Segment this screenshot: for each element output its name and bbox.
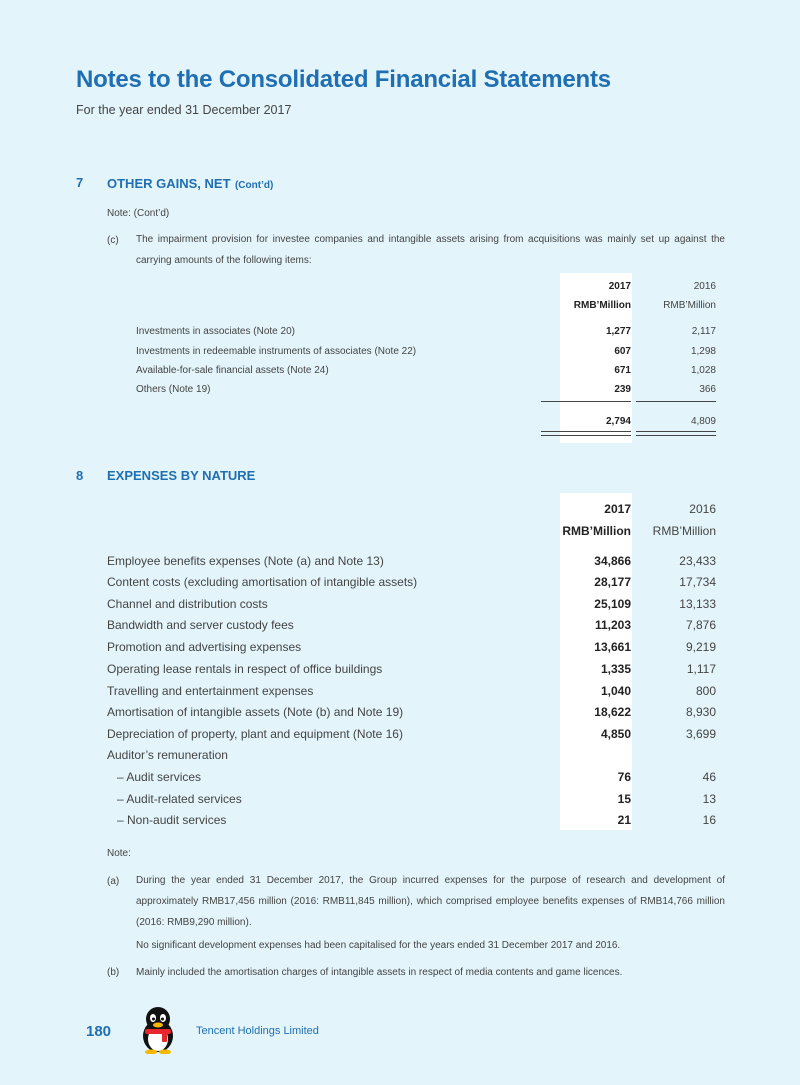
note-a-text: During the year ended 31 December 2017, the Group incurred expenses for the purpose of research and development of approximately RMB17,456 million (2016: RMB11,845 million), which comprised employee benefits expenses of RMB14,766 million (2016: RMB9,290 million). <box>136 875 725 928</box>
company-name: Tencent Holdings Limited <box>196 1025 319 1037</box>
value-2017: 1,040 <box>600 684 631 698</box>
value-2016: 7,876 <box>685 618 716 632</box>
col-unit-2017: RMB’Million <box>562 524 631 538</box>
total-2017: 2,794 <box>605 416 631 427</box>
value-2017: 25,109 <box>594 597 631 611</box>
value-2016: 2,117 <box>691 326 716 337</box>
value-2017: 76 <box>617 770 631 784</box>
section-7-heading <box>107 175 273 193</box>
section-7-title-suffix: (Cont’d) <box>234 180 274 191</box>
value-2016: 1,298 <box>690 346 716 357</box>
section-7-title: OTHER GAINS, NET <box>107 176 231 191</box>
value-2016: 16 <box>702 813 716 827</box>
row-label: Promotion and advertising expenses <box>107 640 302 654</box>
col-unit-2016: RMB’Million <box>652 524 716 538</box>
note-a-text-2: No significant development expenses had been capitalised for the years ended 31 December 2017 and 2016. <box>136 940 621 951</box>
note-b-marker: (b) <box>107 967 120 978</box>
section-8-number: 8 <box>76 468 84 483</box>
page-title: Notes to the Consolidated Financial Statements <box>76 66 611 93</box>
section-7-note-label: Note: (Cont’d) <box>107 208 170 219</box>
value-2016: 46 <box>702 770 716 784</box>
value-2017: 607 <box>614 346 631 357</box>
value-2017: 4,850 <box>600 727 631 741</box>
row-label: Available-for-sale financial assets (Note 24) <box>136 365 329 376</box>
note-a-marker: (a) <box>107 876 120 887</box>
col-unit-2017: RMB’Million <box>573 300 631 311</box>
value-2016: 17,734 <box>679 575 716 589</box>
item-c-marker: (c) <box>107 235 119 246</box>
value-2016: 9,219 <box>685 640 716 654</box>
section-8-note-label: Note: <box>107 848 131 859</box>
page-subtitle: For the year ended 31 December 2017 <box>76 103 292 117</box>
row-label: Depreciation of property, plant and equipment (Note 16) <box>107 727 403 741</box>
value-2016: 800 <box>695 684 716 698</box>
value-2017: 15 <box>617 792 631 806</box>
item-c-text: The impairment provision for investee companies and intangible assets arising from acquisitions was mainly set up against the carrying amounts of the following items: <box>136 234 725 266</box>
col-unit-2016: RMB’Million <box>663 300 716 311</box>
value-2017: 28,177 <box>594 575 631 589</box>
value-2016: 3,699 <box>685 727 716 741</box>
row-label: Travelling and entertainment expenses <box>107 684 314 698</box>
page-number: 180 <box>86 1023 112 1040</box>
col-header-2017: 2017 <box>608 281 631 292</box>
value-2016: 1,028 <box>690 365 716 376</box>
total-double-rule-2017 <box>541 431 631 436</box>
row-label: Employee benefits expenses (Note (a) and Note 13) <box>107 554 384 568</box>
value-2016: 13,133 <box>679 597 716 611</box>
value-2016: 13 <box>702 792 716 806</box>
value-2017: 21 <box>617 813 631 827</box>
total-2016: 4,809 <box>690 416 716 427</box>
value-2017: 18,622 <box>594 705 631 719</box>
row-label: Investments in associates (Note 20) <box>136 326 295 337</box>
subtotal-rule-2016 <box>636 401 716 402</box>
row-label: Investments in redeemable instruments of associates (Note 22) <box>136 346 417 357</box>
col-header-2016: 2016 <box>689 502 716 516</box>
value-2017: 13,661 <box>594 640 631 654</box>
row-label: – Audit-related services <box>117 792 242 806</box>
value-2017: 1,335 <box>600 662 631 676</box>
value-2016: 1,117 <box>686 662 716 676</box>
row-label: – Audit services <box>117 770 202 784</box>
value-2017: 11,203 <box>594 618 631 632</box>
note-b-text: Mainly included the amortisation charges of intangible assets in respect of media contents and game licences. <box>136 967 623 978</box>
row-label: Amortisation of intangible assets (Note (b) and Note 19) <box>107 705 404 719</box>
row-label: – Non-audit services <box>117 813 227 827</box>
value-2016: 8,930 <box>685 705 716 719</box>
value-2016: 366 <box>699 384 716 395</box>
section-8-title: EXPENSES BY NATURE <box>107 468 256 483</box>
value-2017: 1,277 <box>605 326 631 337</box>
row-label: Channel and distribution costs <box>107 597 268 611</box>
row-label: Content costs (excluding amortisation of intangible assets) <box>107 575 418 589</box>
col-header-2016: 2016 <box>693 281 716 292</box>
total-double-rule-2016 <box>636 431 716 436</box>
value-2016: 23,433 <box>679 554 716 568</box>
row-label: Operating lease rentals in respect of office buildings <box>107 662 383 676</box>
section-7-number: 7 <box>76 175 84 190</box>
row-label: Bandwidth and server custody fees <box>107 618 294 632</box>
penguin-mascot-icon <box>138 1006 178 1054</box>
value-2017: 34,866 <box>594 554 631 568</box>
subtotal-rule-2017 <box>541 401 631 402</box>
row-label: Others (Note 19) <box>136 384 211 395</box>
value-2017: 239 <box>614 384 631 395</box>
value-2017: 671 <box>614 365 631 376</box>
col-header-2017: 2017 <box>604 502 631 516</box>
row-label: Auditor’s remuneration <box>107 748 228 762</box>
